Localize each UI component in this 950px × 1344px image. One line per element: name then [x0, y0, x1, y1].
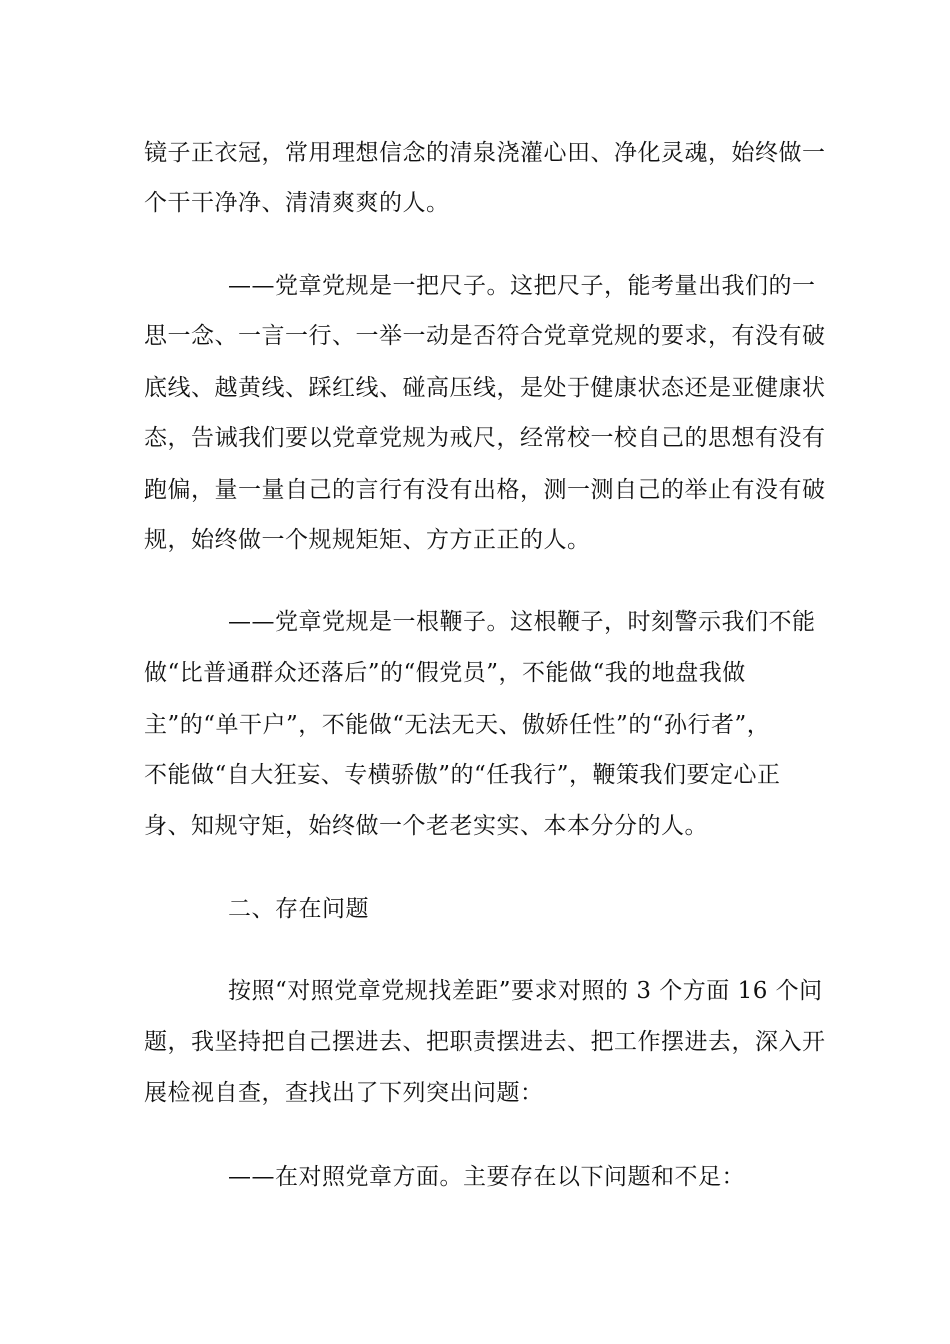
- paragraph-1-line-1: 镜子正衣冠，常用理想信念的清泉浇灌心田、净化灵魂，始终做一: [144, 140, 826, 166]
- paragraph-6-line-1: ——在对照党章方面。主要存在以下问题和不足：: [228, 1164, 745, 1190]
- paragraph-5-line-3: 展检视自查，查找出了下列突出问题：: [144, 1080, 544, 1106]
- paragraph-2-line-6: 规，始终做一个规规矩矩、方方正正的人。: [144, 527, 591, 553]
- paragraph-2-line-5: 跑偏，量一量自己的言行有没有出格，测一测自己的举止有没有破: [144, 477, 826, 503]
- paragraph-2-line-3: 底线、越黄线、踩红线、碰高压线，是处于健康状态还是亚健康状: [144, 375, 826, 401]
- paragraph-1-line-2: 个干干净净、清清爽爽的人。: [144, 190, 450, 216]
- paragraph-3-line-3: 主”的“单干户”，不能做“无法无天、傲娇任性”的“孙行者”，: [144, 712, 771, 738]
- paragraph-5-line-2: 题，我坚持把自己摆进去、把职责摆进去、把工作摆进去，深入开: [144, 1029, 826, 1055]
- paragraph-2-line-2: 思一念、一言一行、一举一动是否符合党章党规的要求，有没有破: [144, 323, 826, 349]
- paragraph-3-line-4: 不能做“自大狂妄、专横骄傲”的“任我行”，鞭策我们要定心正: [144, 762, 781, 788]
- paragraph-2-line-4: 态，告诫我们要以党章党规为戒尺，经常校一校自己的思想有没有: [144, 425, 826, 451]
- paragraph-5-line-1: 按照“对照党章党规找差距”要求对照的 3 个方面 16 个问: [228, 978, 823, 1004]
- paragraph-3-line-5: 身、知规守矩，始终做一个老老实实、本本分分的人。: [144, 813, 708, 839]
- paragraph-3-line-1: ——党章党规是一根鞭子。这根鞭子，时刻警示我们不能: [228, 609, 816, 635]
- section-heading: 二、存在问题: [228, 896, 369, 922]
- paragraph-2-line-1: ——党章党规是一把尺子。这把尺子，能考量出我们的一: [228, 273, 816, 299]
- paragraph-3-line-2: 做“比普通群众还落后”的“假党员”，不能做“我的地盘我做: [144, 660, 746, 686]
